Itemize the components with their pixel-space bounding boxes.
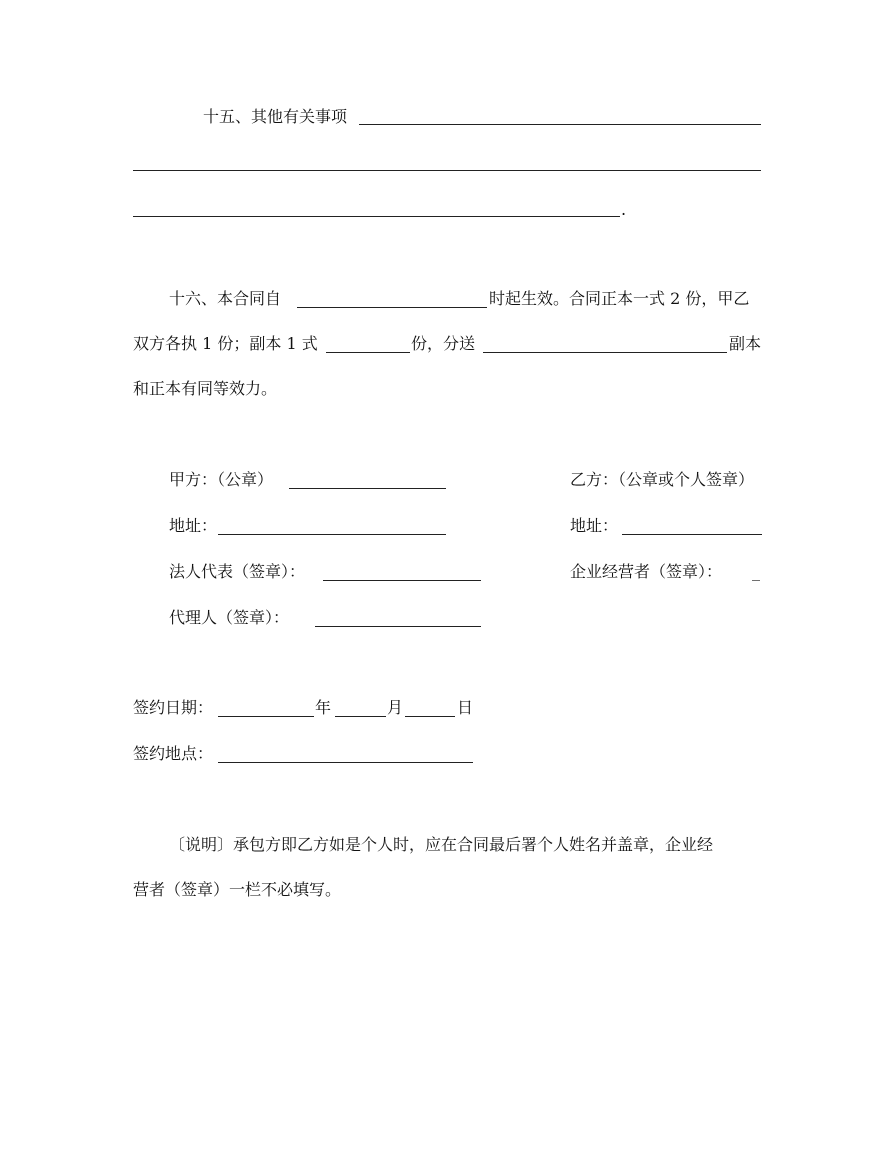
section-16-effective-text: 时起生效。合同正本一式 2 份，甲乙 [489, 289, 750, 308]
signing-day-label: 日 [457, 698, 474, 717]
party-a-seal-blank[interactable] [289, 488, 446, 489]
section-16-equal-effect-text: 和正本有同等效力。 [133, 379, 278, 398]
section-15-blank-line-1[interactable] [359, 124, 761, 125]
send-to-blank[interactable] [483, 352, 727, 353]
section-16-send-text: 份，分送 [411, 334, 476, 353]
section-15-label: 十五、其他有关事项 [203, 107, 348, 126]
note-line-1: 〔说明〕承包方即乙方如是个人时，应在合同最后署个人姓名并盖章，企业经 [169, 835, 714, 854]
party-a-address-blank[interactable] [218, 534, 446, 535]
party-a-agent-label: 代理人（签章）： [169, 608, 290, 627]
signing-year-label: 年 [315, 698, 332, 717]
note-line-2: 营者（签章）一栏不必填写。 [133, 880, 342, 899]
party-a-legal-rep-blank[interactable] [323, 580, 481, 581]
party-b-label: 乙方：（公章或个人签章） [570, 470, 755, 489]
signing-date-label: 签约日期： [133, 698, 214, 717]
signing-month-label: 月 [387, 698, 404, 717]
signing-year-blank[interactable] [218, 716, 314, 717]
signing-place-label: 签约地点： [133, 744, 214, 763]
party-a-legal-rep-label: 法人代表（签章）： [169, 562, 306, 581]
signing-month-blank[interactable] [335, 716, 386, 717]
section-16-label: 十六、本合同自 [169, 289, 282, 308]
section-15-blank-line-3[interactable] [133, 216, 620, 217]
party-a-label: 甲方：（公章） [169, 470, 274, 489]
signing-place-blank[interactable] [218, 762, 473, 763]
section-16-copy-text: 副本 [729, 334, 762, 353]
section-15-blank-line-2[interactable] [133, 170, 761, 171]
effective-time-blank[interactable] [297, 307, 487, 308]
party-b-operator-blank[interactable]: _ [752, 562, 760, 581]
party-b-address-blank[interactable] [622, 534, 762, 535]
signing-day-blank[interactable] [405, 716, 455, 717]
copies-count-blank[interactable] [326, 352, 410, 353]
party-a-agent-blank[interactable] [315, 626, 481, 627]
party-a-address-label: 地址： [169, 516, 218, 535]
party-b-address-label: 地址： [570, 516, 619, 535]
section-16-copies-text: 双方各执 1 份；副本 1 式 [133, 334, 318, 353]
party-b-operator-label: 企业经营者（签章）： [570, 562, 723, 581]
section-15-end-mark: . [621, 200, 627, 219]
